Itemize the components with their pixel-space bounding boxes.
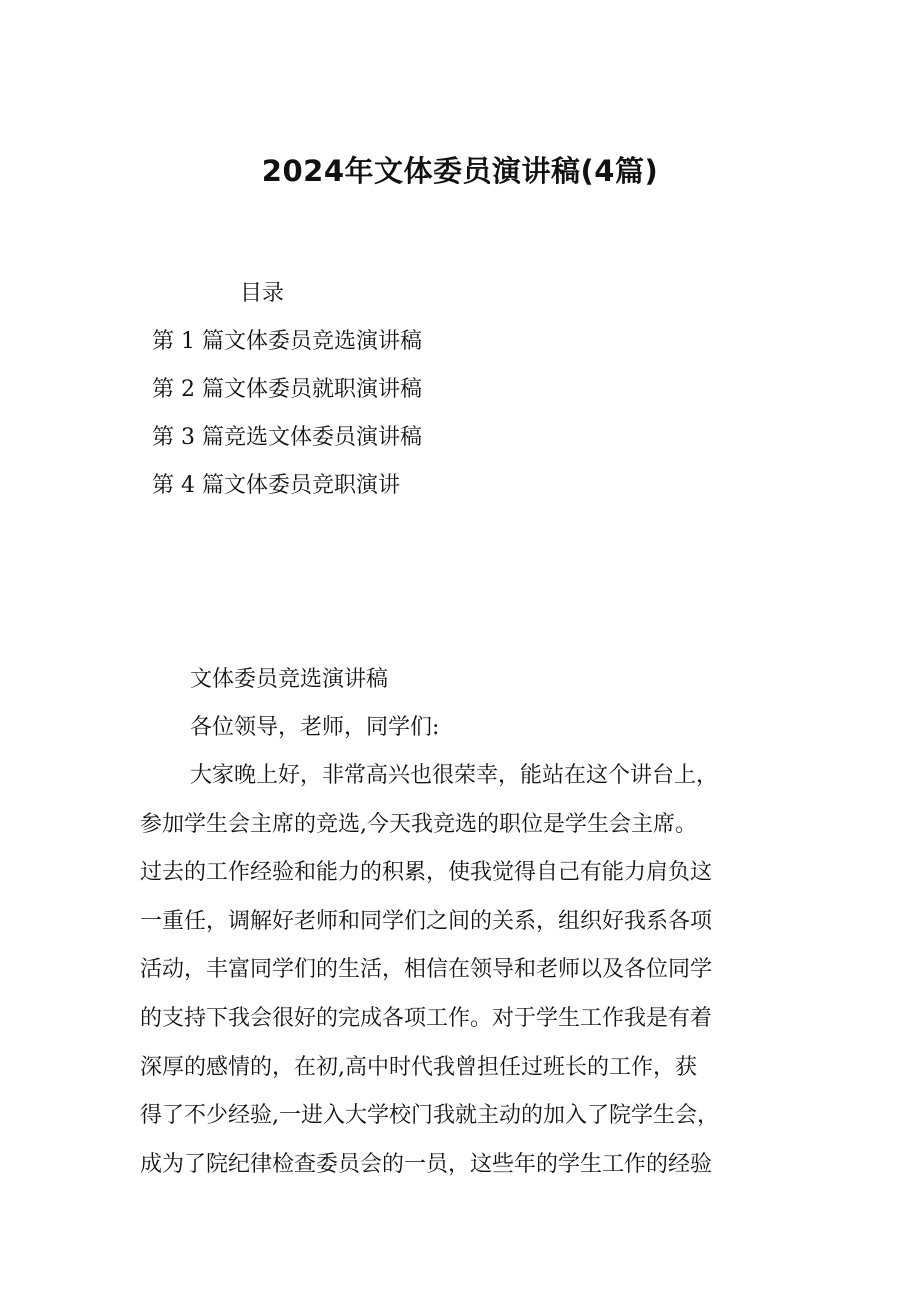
body-line-6: 的支持下我会很好的完成各项工作。对于学生工作我是有着 [140,1005,713,1031]
section-title: 文体委员竞选演讲稿 [190,667,389,692]
toc-item-4: 第 4 篇文体委员竞职演讲 [152,473,400,498]
body-paragraph [140,756,790,1193]
toc-item-3: 第 3 篇竞选文体委员演讲稿 [152,425,422,450]
document-title: 2024年文体委员演讲稿(4篇) [261,154,659,188]
toc-item-1: 第 1 篇文体委员竞选演讲稿 [152,329,422,354]
body-line-2: 参加学生会主席的竞选,今天我竞选的职位是学生会主席。 [140,811,697,837]
body-line-3: 过去的工作经验和能力的积累，使我觉得自己有能力肩负这 [140,860,713,886]
body-line-8: 得了不少经验,一进入大学校门我就主动的加入了院学生会， [140,1103,719,1129]
body-line-7: 深厚的感情的，在初,高中时代我曾担任过班长的工作，获 [140,1054,697,1080]
body-line-1: 大家晚上好，非常高兴也很荣幸，能站在这个讲台上， [190,763,719,788]
salutation: 各位领导，老师，同学们: [190,715,440,740]
toc-item-2: 第 2 篇文体委员就职演讲稿 [152,377,422,402]
body-line-4: 一重任，调解好老师和同学们之间的关系，组织好我系各项 [140,908,713,934]
toc-heading: 目录 [240,281,285,306]
toc-list [152,322,422,514]
body-line-5: 活动，丰富同学们的生活，相信在领导和老师以及各位同学 [140,957,713,983]
body-line-9: 成为了院纪律检查委员会的一员，这些年的学生工作的经验 [140,1151,713,1177]
